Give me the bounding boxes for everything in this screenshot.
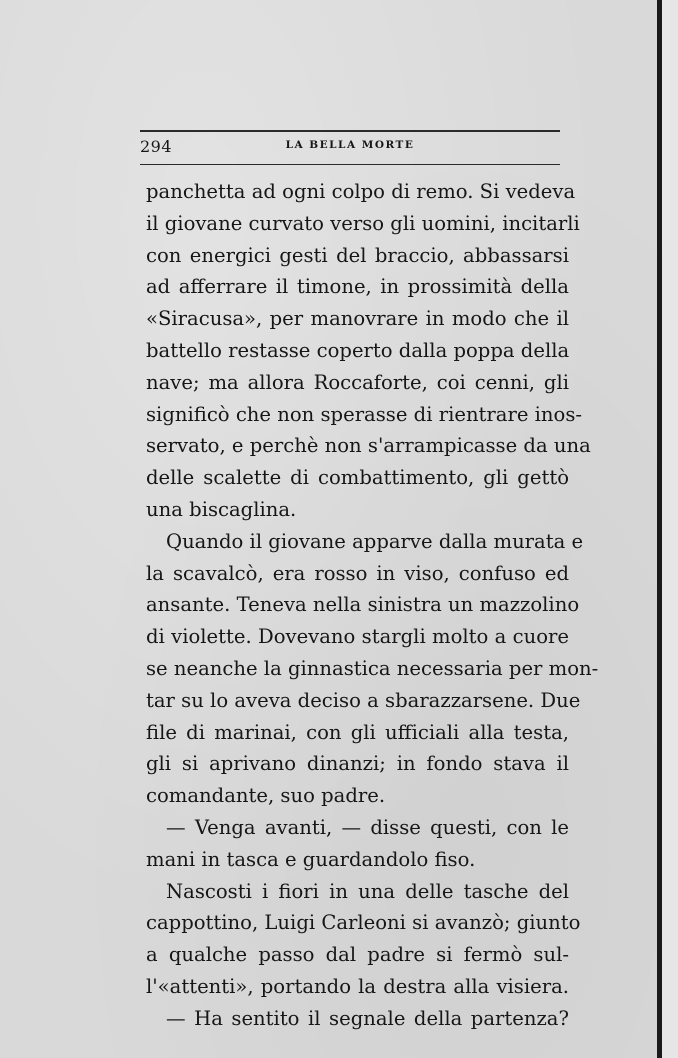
text-line: panchetta ad ogni colpo di remo. Si vedeva bbox=[146, 180, 576, 203]
text-line: la scavalcò, era rosso in viso, confuso ed bbox=[146, 561, 569, 585]
header-rule-bottom bbox=[140, 164, 560, 165]
text-line: a qualche passo dal padre si fermò sul- bbox=[146, 943, 569, 967]
text-line: battello restasse coperto dalla poppa della bbox=[146, 338, 570, 362]
text-line: — Ha sentito il segnale della partenza? bbox=[166, 1006, 569, 1030]
text-line: gli si aprivano dinanzi; in fondo stava il bbox=[146, 752, 569, 776]
page-edge-shadow bbox=[657, 0, 662, 1058]
running-title: LA BELLA MORTE bbox=[285, 139, 415, 151]
text-line: mani in tasca e guardandolo fiso. bbox=[146, 847, 476, 871]
page-number: 294 bbox=[140, 137, 173, 156]
text-line: ansante. Teneva nella sinistra un mazzolino bbox=[146, 593, 580, 617]
text-line: il giovane curvato verso gli uomini, incitarli bbox=[146, 211, 580, 235]
text-line: comandante, suo padre. bbox=[146, 784, 386, 808]
text-line: se neanche la ginnastica necessaria per mon- bbox=[146, 656, 599, 680]
scan-margin bbox=[662, 0, 678, 1058]
text-line: l'«attenti», portando la destra alla visiera. bbox=[146, 974, 569, 998]
text-line: — Venga avanti, — disse questi, con le bbox=[166, 815, 569, 839]
text-line: una biscaglina. bbox=[146, 497, 297, 521]
text-line: cappottino, Luigi Carleoni si avanzò; giunto bbox=[146, 911, 581, 935]
page-header bbox=[140, 130, 560, 166]
body-text bbox=[146, 176, 599, 1035]
text-line: significò che non sperasse di rientrare inos- bbox=[146, 402, 583, 426]
text-line: servato, e perchè non s'arrampicasse da una bbox=[146, 434, 591, 458]
text-line: Nascosti i fiori in una delle tasche del bbox=[166, 879, 569, 903]
text-line: Quando il giovane apparve dalla murata e bbox=[166, 529, 584, 553]
text-line: file di marinai, con gli ufficiali alla testa, bbox=[146, 720, 569, 744]
header-rule-top bbox=[140, 130, 560, 132]
text-line: ad afferrare il timone, in prossimità della bbox=[146, 275, 569, 299]
text-line: nave; ma allora Roccaforte, coi cenni, gli bbox=[146, 370, 569, 394]
text-line: delle scalette di combattimento, gli gettò bbox=[146, 466, 569, 490]
text-line: con energici gesti del braccio, abbassarsi bbox=[146, 243, 569, 267]
text-line: tar su lo aveva deciso a sbarazzarsene. Due bbox=[146, 688, 581, 712]
text-line: di violette. Dovevano stargli molto a cuore bbox=[146, 625, 569, 649]
text-line: «Siracusa», per manovrare in modo che il bbox=[146, 307, 569, 331]
